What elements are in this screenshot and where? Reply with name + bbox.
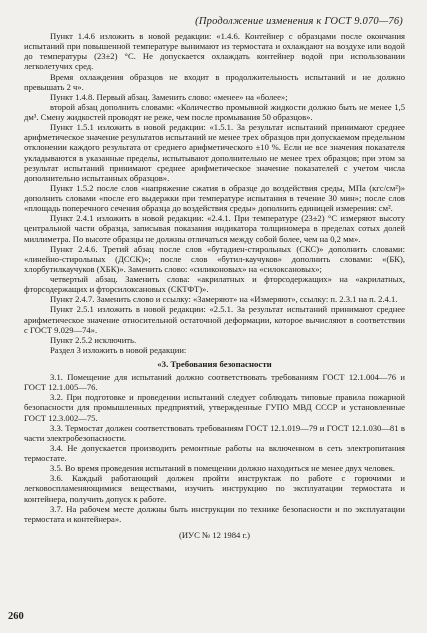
section-paragraph: 3.6. Каждый работающий должен пройти инструктаж по работе с горючими и легковоспламеняющимися веществами, изучить инструкцию по эксплуатации термостата и контейнера, получить допуск к работе. (24, 473, 405, 504)
section-paragraph: 3.3. Термостат должен соответствовать требованиям ГОСТ 12.1.019—79 и ГОСТ 12.1.030—81 в части электробезопасности. (24, 422, 405, 443)
paragraph: четвертый абзац. Заменить слова: «акрилатных и фторсодержащих» на «акрилатных, фторсодержащих и фторсилоксановых (СКТФТ)». (24, 274, 405, 295)
section-title: «3. Требования безопасности (157, 359, 272, 369)
paragraph: Пункт 2.4.6. Третий абзац после слов «бутадиен-стирольных (СКС)» дополнить словами: «линейно-стирольных (ДССК)»; после слов «бутил-каучуков» дополнить словами: «(БК), хлорбутилкаучуков (ХБК)». Заменить слово: «силиконовых» на «силоксановых»; (24, 243, 405, 274)
running-header: (Продолжение изменения к ГОСТ 9.070—76) (195, 16, 403, 27)
paragraph: Пункт 2.4.7. Заменить слово и ссылку: «Замеряют» на «Измеряют», ссылку: п. 2.3.1 на п. 2.4.1. (50, 294, 398, 305)
paragraph: второй абзац дополнить словами: «Количество промывной жидкости должно быть не менее 1,5 дм³. Смену жидкостей проводят не реже, чем после промывания 50 образцов». (24, 101, 405, 122)
paragraph: Пункт 2.4.1 изложить в новой редакции: «2.4.1. При температуре (23±2) °С измеряют высоту центральной части образца, записывая показания индикатора толщиномера в пределах сотых долей миллиметра. По высоте образцы не должны отличаться между собой более, чем на 0,2 мм». (24, 213, 405, 244)
paragraph: Пункт 2.5.1 изложить в новой редакции: «2.5.1. За результат испытаний принимают среднее арифметическое значение относительной остаточной деформации, которое вычисляют в соответствии с ГОСТ 9.029—74». (24, 304, 405, 335)
paragraph: Пункт 1.5.1 изложить в новой редакции: «1.5.1. За результат испытаний принимают среднее арифметическое значение результатов испытаний не менее трех образцов при допускаемом предельном отклонении каждого результата от среднего арифметического ±10 %. Если не все значения показателя укладываются в указанные пределы, испытывают дополнительно не менее трех образцов; при этом за результат испытаний принимают среднее арифметическое значение показателей с учетом числа дополнительно испытанных образцов». (24, 122, 405, 183)
section-paragraph: 3.4. Не допускается производить ремонтные работы на включенном в сеть электропитания термостате. (24, 442, 405, 463)
paragraph: Пункт 1.4.6 изложить в новой редакции: «1.4.6. Контейнер с образцами после окончания испытаний при повышенной температуре вынимают из термостата и охлаждают на воздухе или водой до температуры (23±2) °С. Не допускается охлаждать контейнер водой при использовании легколетучих сред. (24, 31, 405, 72)
document-body (24, 31, 405, 540)
page-number: 260 (8, 611, 24, 622)
paragraph: Пункт 2.5.2 исключить. (50, 334, 137, 345)
ius-reference: (ИУС № 12 1984 г.) (178, 529, 251, 540)
section-paragraph: 3.5. Во время проведения испытаний в помещении должно находиться не менее двух человек. (50, 463, 396, 474)
section-paragraph: 3.2. При подготовке и проведении испытаний следует соблюдать типовые правила пожарной безопасности для промышленных предприятий, утвержденные ГУПО МВД СССР и установленные ГОСТ 12.3.002—75. (24, 392, 405, 423)
paragraph: Раздел 3 изложить в новой редакции: (50, 344, 187, 355)
paragraph: Пункт 1.5.2 после слов «напряжение сжатия в образце до воздействия среды, МПа (кгс/см²)» дополнить словами «после его выдержки при температуре испытания в течение 30 мин»; после слов «площадь поперечного сечения образца до воздействия среды» дополнить единицей измерения: см². (24, 182, 405, 214)
section-paragraph: 3.7. На рабочем месте должны быть инструкции по технике безопасности и по эксплуатации термостата и контейнера». (24, 503, 405, 524)
paragraph: Пункт 1.4.8. Первый абзац. Заменить слово: «менее» на «более»; (50, 91, 288, 102)
section-paragraph: 3.1. Помещение для испытаний должно соответствовать требованиям ГОСТ 12.1.004—76 и ГОСТ 12.1.005—76. (24, 372, 405, 393)
paragraph: Время охлаждения образцов не входит в продолжительность испытаний и не должно превышать 2 ч». (24, 71, 405, 92)
